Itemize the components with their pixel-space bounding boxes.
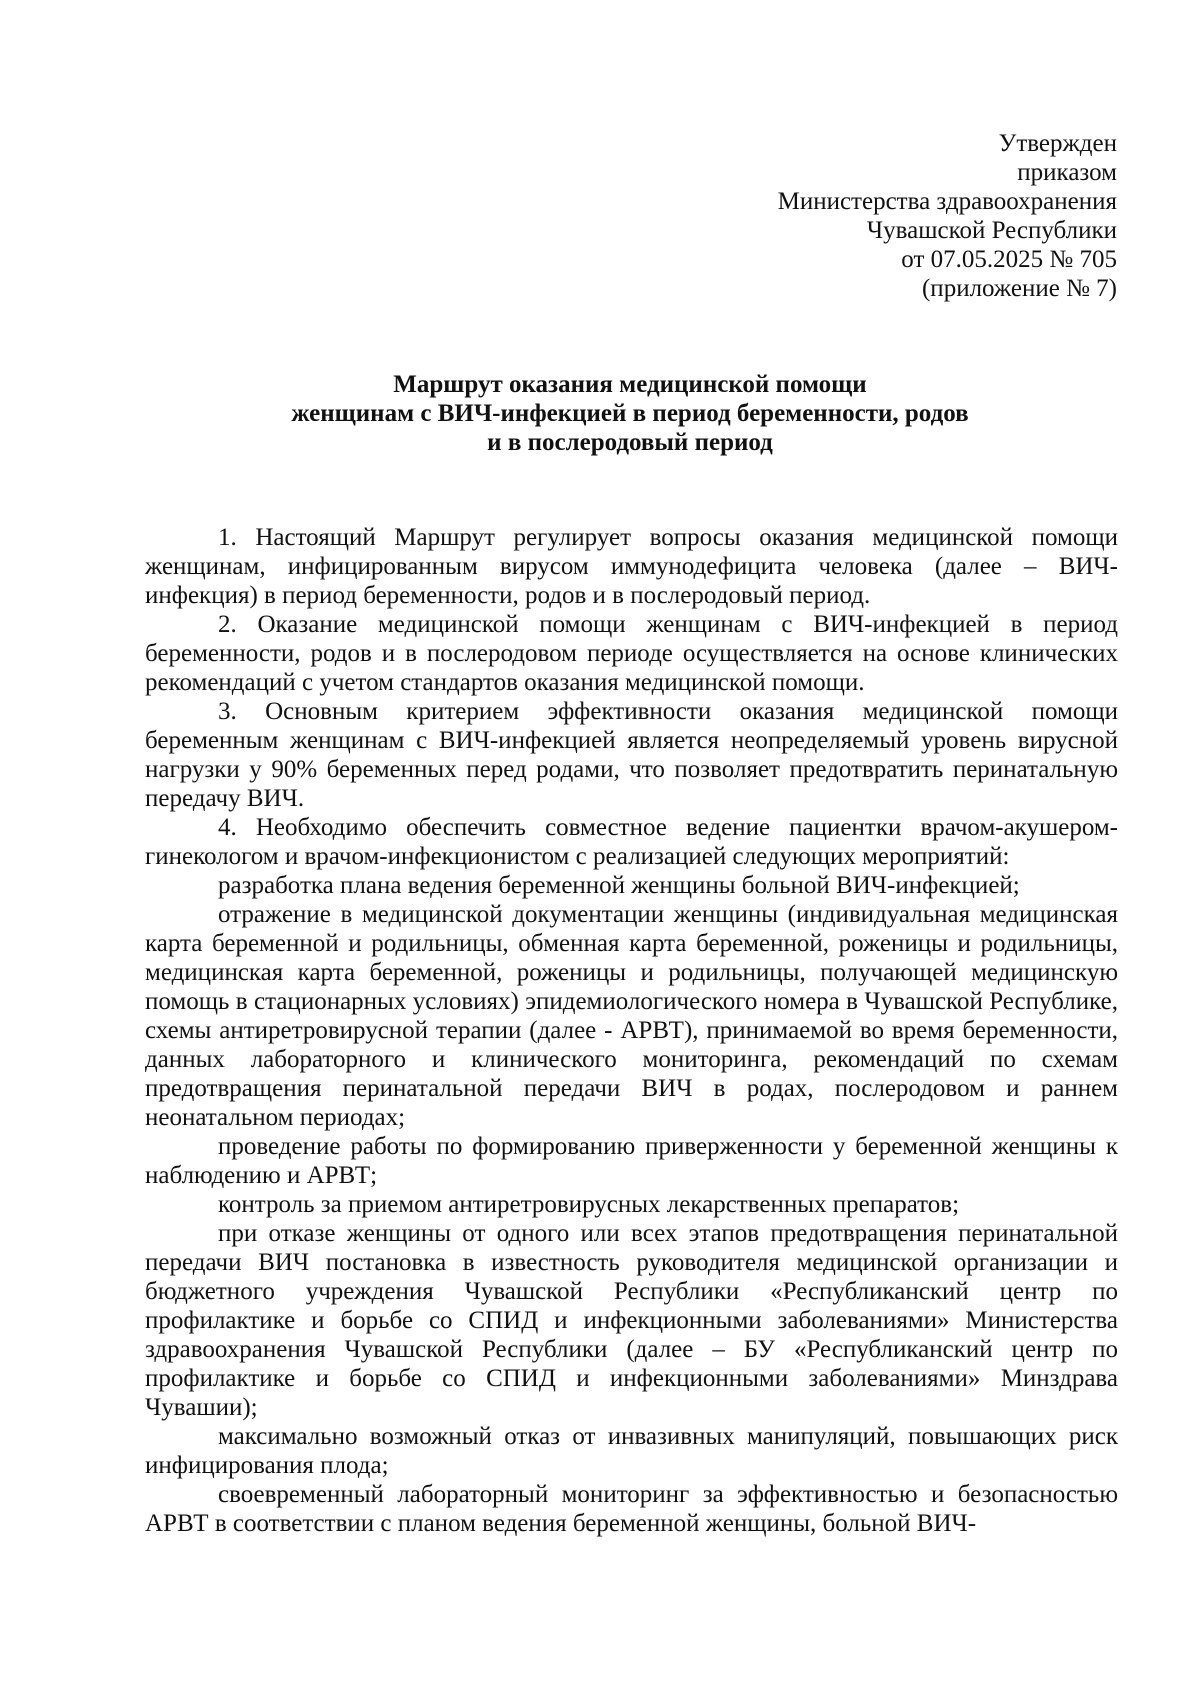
approval-line: от 07.05.2025 № 705 [901, 246, 1117, 273]
approval-line: Утвержден [998, 130, 1117, 157]
approval-line: (приложение № 7) [921, 275, 1117, 302]
paragraph-1: 1. Настоящий Маршрут регулирует вопросы оказания медицинской помощи женщинам, инфицированным вирусом иммунодефицита человека (далее – ВИЧ-инфекция) в период беременности, родов и в послеродовый период. [145, 524, 1118, 609]
paragraph-2: 2. Оказание медицинской помощи женщинам с ВИЧ-инфекцией в период беременности, родов и в послеродовом периоде осуществляется на основе клинических рекомендаций с учетом стандартов оказания медицинской помощи. [145, 611, 1118, 696]
document-title [130, 370, 1130, 457]
list-item-monitoring: своевременный лабораторный мониторинг за эффективностью и безопасностью АРВТ в соответствии с планом ведения беременной женщины, больной ВИЧ- [145, 1481, 1118, 1537]
list-item-invasive: максимально возможный отказ от инвазивных манипуляций, повышающих риск инфицирования плода; [145, 1423, 1118, 1479]
title-line: и в послеродовый период [487, 429, 773, 456]
list-item-documentation: отражение в медицинской документации женщины (индивидуальная медицинская карта беременной и родильницы, обменная карта беременной, роженицы и родильницы, медицинская карта беременной, роженицы и родильницы, получающей медицинскую помощь в стационарных условиях) эпидемиологического номера в Чувашской Республике, схемы антиретровирусной терапии (далее - АРВТ), принимаемой во время беременности, данных лабораторного и клинического мониторинга, рекомендаций по схемам предотвращения перинатальной передачи ВИЧ в родах, послеродовом и раннем неонатальном периодах; [145, 901, 1118, 1131]
list-item-adherence: проведение работы по формированию приверженности у беременной женщины к наблюдению и АРВТ; [145, 1133, 1118, 1189]
paragraph-4: 4. Необходимо обеспечить совместное ведение пациентки врачом-акушером-гинекологом и врачом-инфекционистом с реализацией следующих мероприятий: [145, 814, 1118, 870]
list-item-refusal: при отказе женщины от одного или всех этапов предотвращения перинатальной передачи ВИЧ постановка в известность руководителя медицинской организации и бюджетного учреждения Чувашской Республики «Республиканский центр по профилактике и борьбе со СПИД и инфекционными заболеваниями» Министерства здравоохранения Чувашской Республики (далее – БУ «Республиканский центр по профилактике и борьбе со СПИД и инфекционными заболеваниями» Минздрава Чувашии); [145, 1220, 1118, 1421]
list-item-control: контроль за приемом антиретровирусных лекарственных препаратов; [218, 1191, 960, 1218]
approval-block [597, 129, 1117, 303]
paragraph-3: 3. Основным критерием эффективности оказания медицинской помощи беременным женщинам с ВИЧ-инфекцией является неопределяемый уровень вирусной нагрузки у 90% беременных перед родами, что позволяет предотвратить перинатальную передачу ВИЧ. [145, 698, 1118, 812]
approval-line: Чувашской Республики [866, 217, 1117, 244]
document-body [145, 523, 1118, 1538]
approval-line: Министерства здравоохранения [777, 188, 1117, 215]
title-line: женщинам с ВИЧ-инфекцией в период беременности, родов [291, 400, 969, 427]
title-line: Маршрут оказания медицинской помощи [393, 371, 867, 398]
list-item-plan: разработка плана ведения беременной женщины больной ВИЧ-инфекцией; [218, 872, 1020, 899]
approval-line: приказом [1017, 159, 1117, 186]
